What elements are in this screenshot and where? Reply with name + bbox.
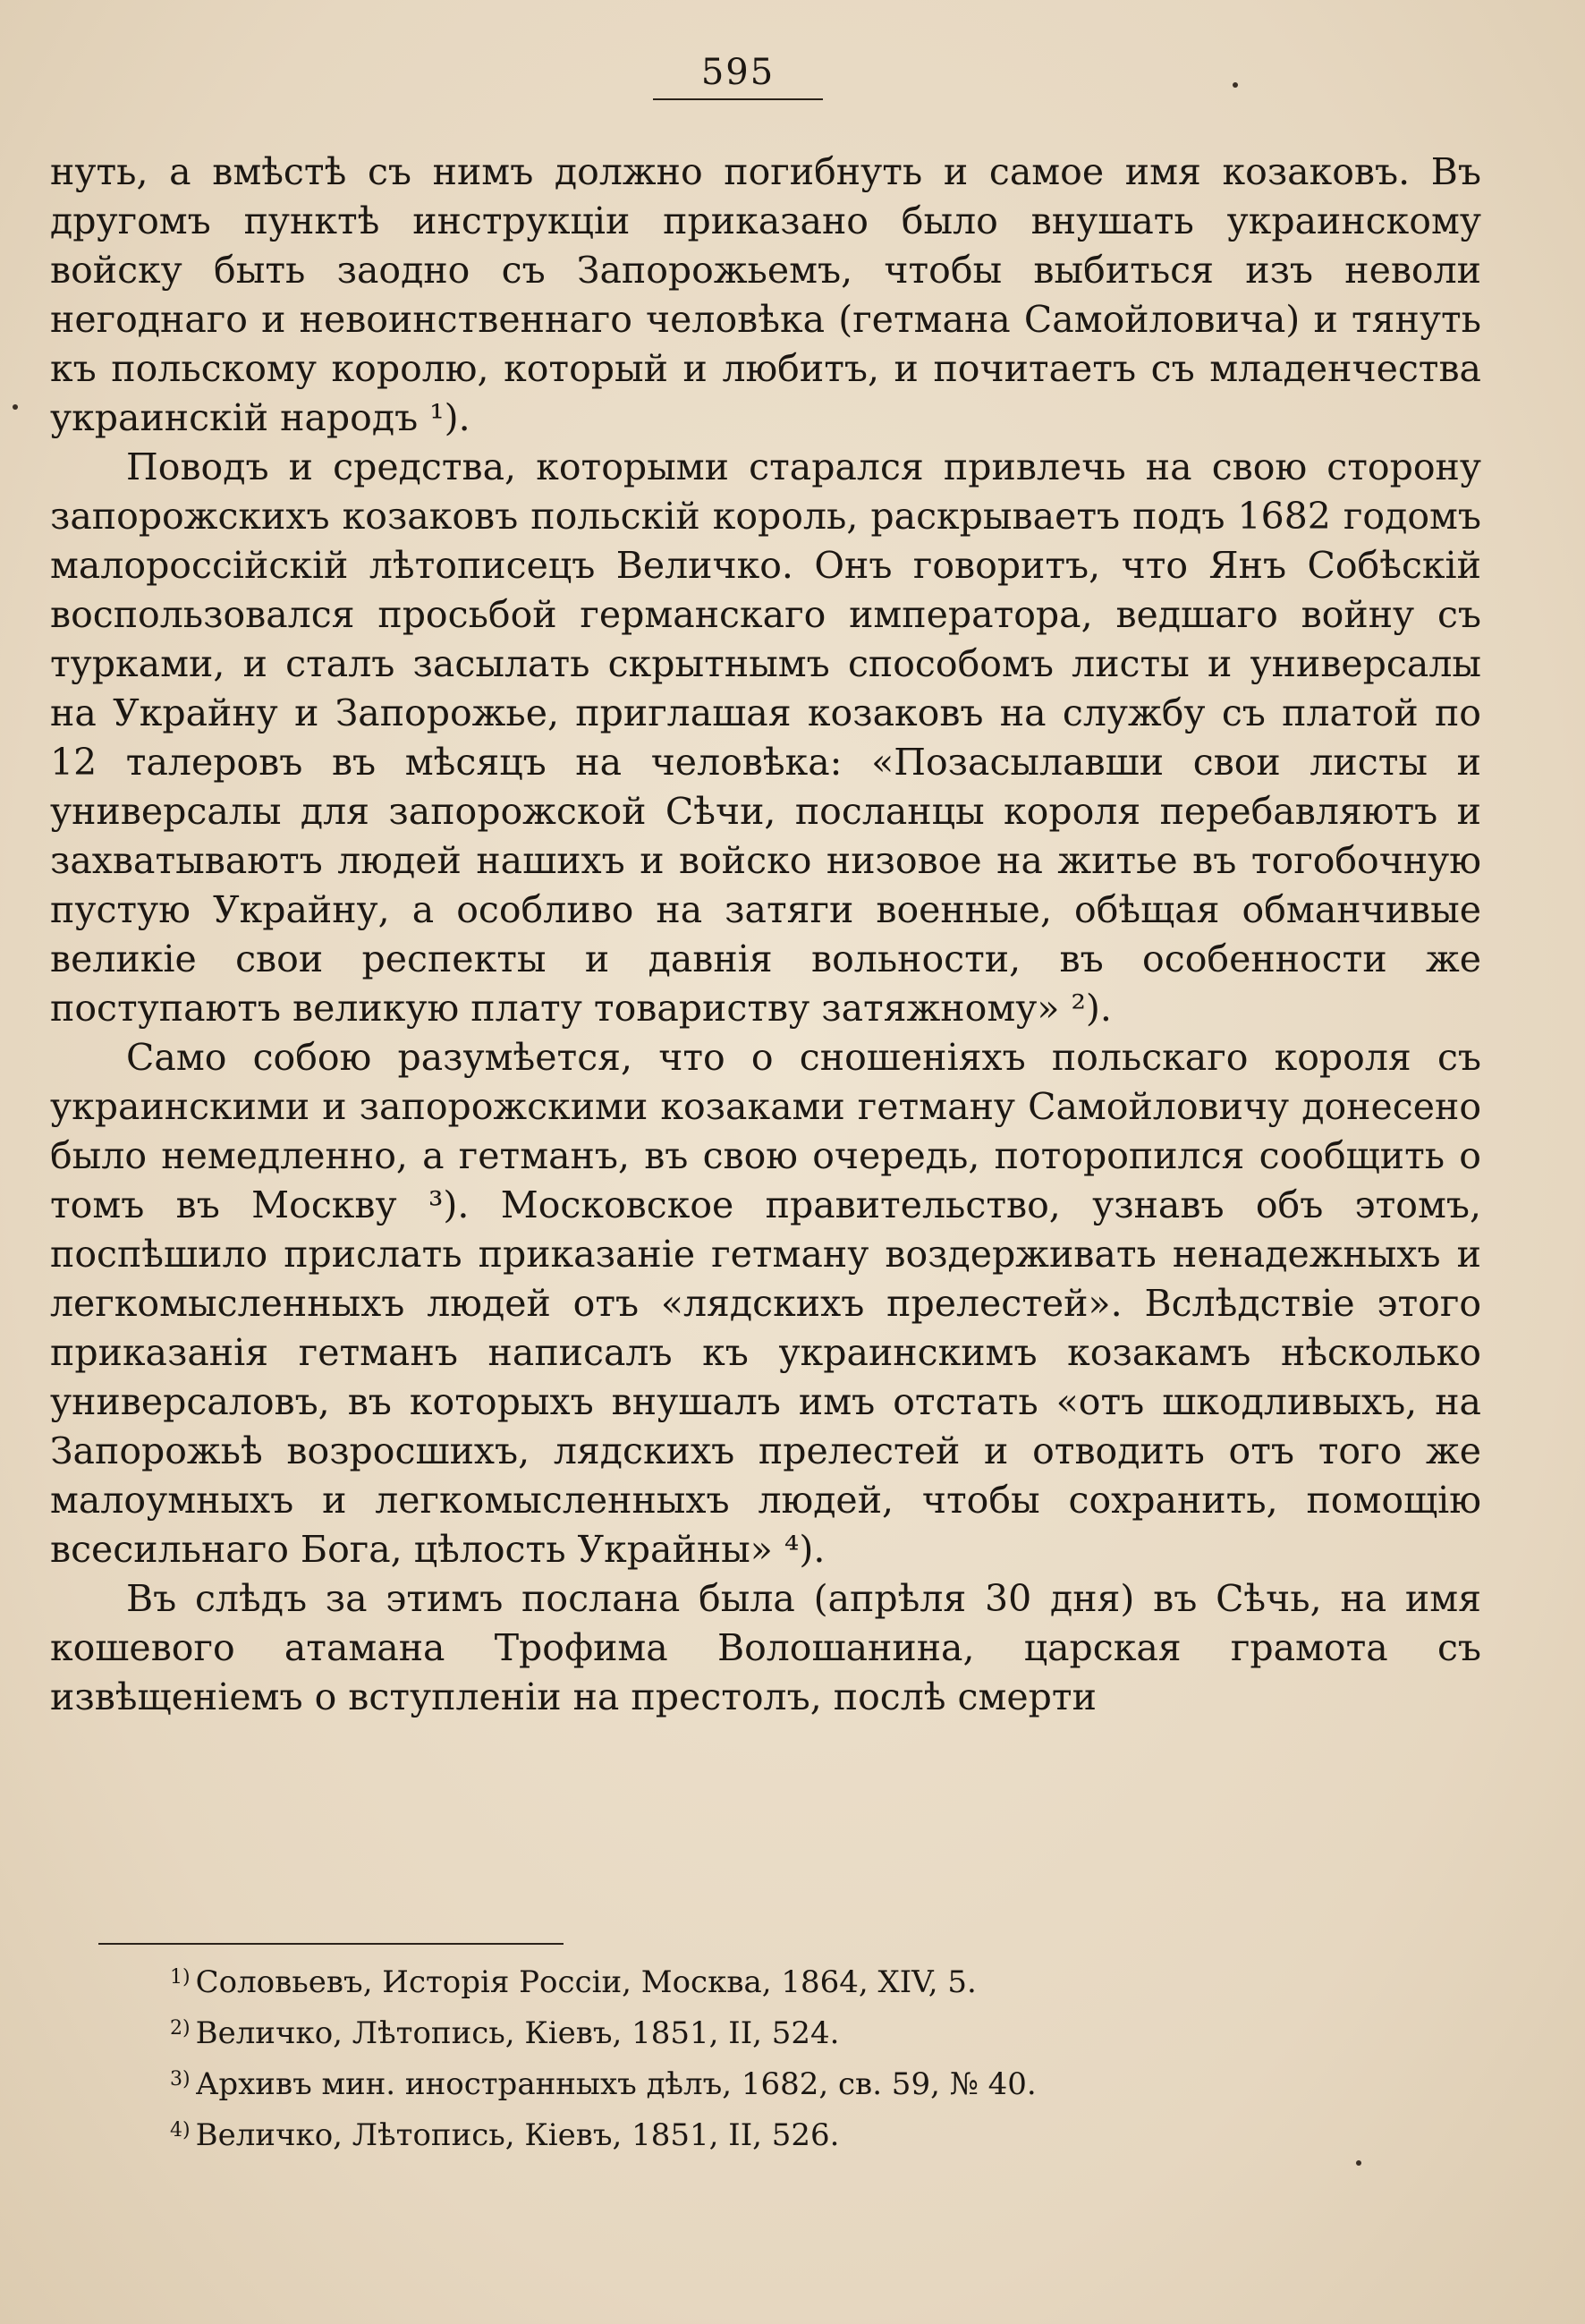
- header-rule: [653, 98, 823, 100]
- footnote-text: Соловьевъ, Исторія Россіи, Москва, 1864, XIV, 5.: [195, 1964, 977, 2000]
- footnote-text: Архивъ мин. иностранныхъ дѣлъ, 1682, св. 59, № 40.: [195, 2066, 1037, 2102]
- paper-speck: [13, 404, 18, 410]
- footnote-2: [170, 2006, 1333, 2057]
- footnote-text: Величко, Лѣтопись, Кіевъ, 1851, II, 524.: [195, 2015, 840, 2051]
- paragraph-2: Поводъ и средства, которыми старался привлечь на свою сторону запорожскихъ козаковъ польскій король, раскрываетъ подъ 1682 годомъ малороссійскій лѣтописецъ Величко. Онъ говоритъ, что Янъ Собѣскій воспользовался просьбой германскаго императора, ведшаго войну съ турками, и сталъ засылать скрытнымъ способомъ листы и универсалы на Украйну и Запорожье, приглашая козаковъ на службу съ платой по 12 талеровъ въ мѣсяцъ на человѣка: «Позасылавши свои листы и универсалы для запорожской Сѣчи, посланцы короля перебавляютъ и захватываютъ людей нашихъ и войско низовое на житье въ тогобочную пустую Украйну, а особливо на затяги военные, обѣщая обманчивые великіе свои респекты и давнія вольности, въ особенности же поступаютъ великую плату товариству затяжному» ²).: [50, 445, 1481, 1030]
- footnote-1: [170, 1955, 1333, 2006]
- paragraph-4: Въ слѣдъ за этимъ послана была (апрѣля 30 дня) въ Сѣчь, на имя кошевого атамана Трофима Волошанина, царская грамота съ извѣщеніемъ о вступленіи на престолъ, послѣ смерти: [50, 1577, 1481, 1718]
- footnote-text: Величко, Лѣтопись, Кіевъ, 1851, II, 526.: [195, 2117, 840, 2153]
- paper-speck: [1356, 2160, 1361, 2166]
- footnote-mark: 1): [170, 1966, 191, 1989]
- footnote-mark: 4): [170, 2119, 191, 2142]
- paragraph-3: Само собою разумѣется, что о сношеніяхъ польскаго короля съ украинскими и запорожскими козаками гетману Самойловичу донесено было немедленно, а гетманъ, въ свою очередь, поторопился сообщить о томъ въ Москву ³). Московское правительство, узнавъ объ этомъ, поспѣшило прислать приказаніе гетману воздерживать ненадежныхъ и легкомысленныхъ людей отъ «лядскихъ прелестей». Вслѣдствіе этого приказанія гетманъ написалъ къ украинскимъ козакамъ нѣсколько универсаловъ, въ которыхъ внушалъ имъ отстать «отъ шкодливыхъ, на Запорожьѣ возросшихъ, лядскихъ прелестей и отводить отъ того же малоумныхъ и легкомысленныхъ людей, чтобы сохранить, помощію всесильнаго Бога, цѣлость Украйны» ⁴).: [50, 1036, 1481, 1571]
- paragraph-1: нуть, а вмѣстѣ съ нимъ должно погибнуть и самое имя козаковъ. Въ другомъ пунктѣ инструкціи приказано было внушать украинскому войску быть заодно съ Запорожьемъ, чтобы выбиться изъ неволи негоднаго и невоинственнаго человѣка (гетмана Самойловича) и тянуть къ польскому королю, который и любитъ, и почитаетъ съ младенчества украинскій народъ ¹).: [50, 150, 1481, 439]
- footnote-rule: [98, 1943, 564, 1945]
- paper-speck: [1233, 82, 1238, 88]
- footnote-4: [170, 2108, 1333, 2159]
- footnote-mark: 2): [170, 2017, 191, 2040]
- footnotes: [170, 1955, 1333, 2159]
- body-text: [50, 148, 1481, 1722]
- footnote-3: [170, 2057, 1333, 2108]
- footnote-mark: 3): [170, 2068, 191, 2091]
- page-number: 595: [700, 52, 776, 93]
